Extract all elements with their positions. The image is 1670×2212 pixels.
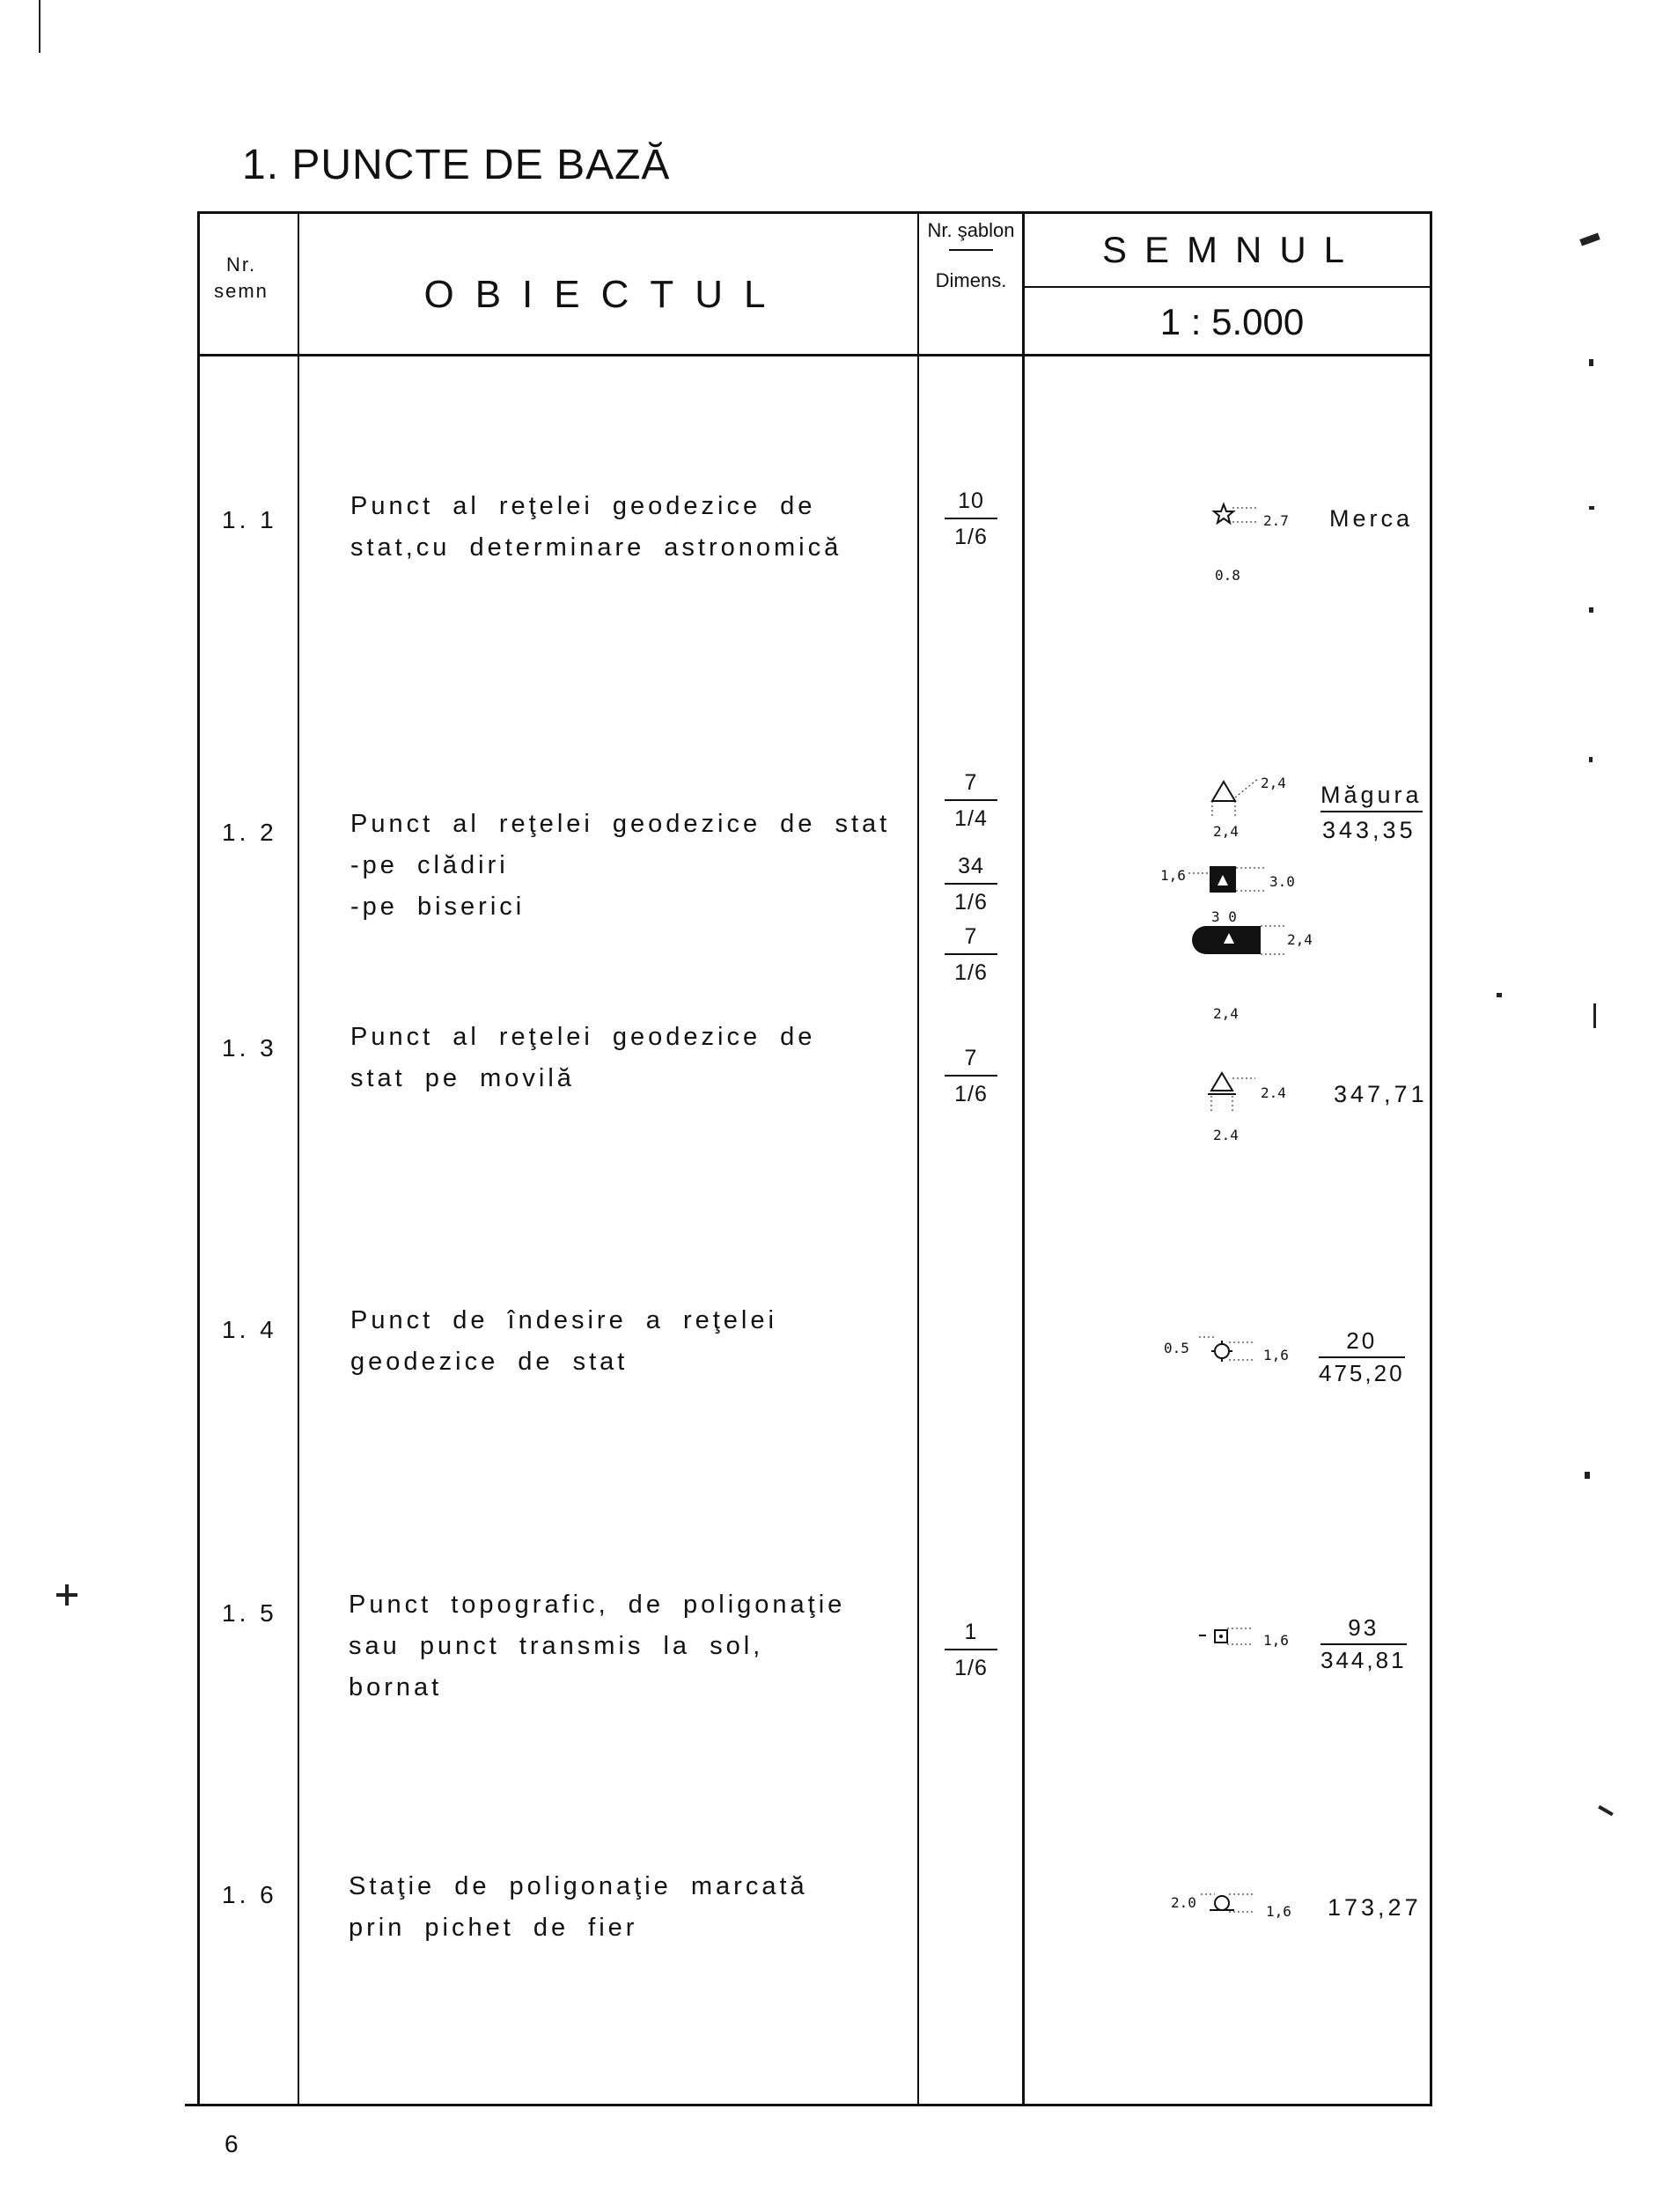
row-1-3-label: 347,71 [1334, 1081, 1428, 1107]
row-1-1-nr: 1. 1 [222, 506, 277, 533]
row-1-3-line-2: stat pe movilă [350, 1064, 575, 1092]
row-1-3-dim-2: 2.4 [1213, 1127, 1239, 1143]
right-border [1430, 211, 1432, 2106]
row-1-2-dim-6: 2,4 [1287, 931, 1313, 948]
header-nr-semn [185, 252, 298, 305]
row-1-5-template: $\frac{1}{1/6}$ [927, 1620, 1015, 1681]
scan-mark [1589, 607, 1593, 613]
header-scale: 1 : 5.000 [1159, 301, 1305, 342]
row-1-6-line-1: Staţie de poligonaţie marcată [349, 1872, 808, 1900]
header-nr-label: Nr. [225, 254, 257, 276]
row-1-2-dim-4: 3.0 [1269, 873, 1295, 890]
row-1-5-nr: 1. 5 [222, 1599, 277, 1627]
row-1-6-dim-2: 1,6 [1266, 1903, 1291, 1920]
row-1-3-dim-1: 2.4 [1261, 1084, 1286, 1101]
scan-mark [65, 1584, 69, 1606]
row-1-6-dim-1: 2.0 [1171, 1894, 1196, 1911]
row-1-2-dim-3: 1,6 [1160, 867, 1186, 884]
row-1-3-line-1: Punct al reţelei geodezice de [350, 1023, 816, 1051]
table-top-border [198, 211, 1432, 214]
row-1-2-label-value: 343,35 [1322, 817, 1416, 843]
header-sablon-label: Nr. şablon [927, 219, 1015, 241]
scan-mark [1589, 757, 1593, 762]
col-divider-sablon [1022, 211, 1025, 2106]
scan-mark [1589, 506, 1594, 510]
row-1-4-line-1: Punct de îndesire a reţelei [350, 1306, 777, 1334]
scan-mark [1579, 232, 1600, 246]
row-1-2-line-2: -pe clădiri [350, 851, 509, 879]
header-obiectul: OBIECTUL [423, 273, 787, 316]
row-1-2-dim-2: 2,4 [1213, 823, 1239, 840]
left-margin-line [39, 0, 40, 53]
row-1-4-nr: 1. 4 [222, 1316, 277, 1343]
row-1-4-label [1319, 1327, 1405, 1387]
scan-mark [1585, 1472, 1590, 1479]
row-1-6-object [349, 1866, 808, 1949]
row-1-2-nr: 1. 2 [222, 819, 277, 846]
circle-point-icon [1197, 1334, 1259, 1369]
row-1-5-object [349, 1584, 845, 1709]
page-title: 1. PUNCTE DE BAZĂ [242, 142, 671, 188]
row-1-5-line-2: sau punct transmis la sol, [349, 1632, 764, 1660]
row-1-2-dim-5: 3 0 [1211, 908, 1237, 925]
row-1-1-label: Merca [1329, 505, 1414, 532]
row-1-2-template-2: $\frac{34}{1/6}$ [927, 854, 1015, 915]
symbol-table [185, 211, 1432, 2106]
row-1-2-line-1: Punct al reţelei geodezice de stat [350, 810, 891, 838]
header-semnul: SEMNUL [1101, 229, 1363, 270]
row-1-6-label: 173,27 [1328, 1894, 1422, 1921]
col-divider-nr [298, 211, 299, 2106]
row-1-1-object [350, 486, 842, 569]
row-1-5-line-1: Punct topografic, de poligonaţie [349, 1591, 846, 1619]
semnul-scale-divider [1025, 286, 1432, 288]
row-1-3-nr: 1. 3 [222, 1034, 277, 1062]
row-1-5-label-value: 344,81 [1321, 1647, 1407, 1673]
row-1-2-template-3: $\frac{7}{1/6}$ [927, 924, 1015, 986]
row-1-5-dim-1: 1,6 [1263, 1632, 1289, 1649]
square-point-icon [1197, 1621, 1259, 1657]
building-triangle-icon [1188, 864, 1268, 900]
header-semn-label: semn [214, 280, 269, 302]
header-bottom-border [198, 354, 1432, 356]
row-1-4-label-number: 20 [1319, 1327, 1405, 1358]
row-1-3-template: $\frac{7}{1/6}$ [927, 1046, 1015, 1107]
row-1-4-label-value: 475,20 [1319, 1360, 1405, 1386]
row-1-2-dim-1: 2,4 [1261, 775, 1286, 791]
left-border [197, 211, 200, 2106]
header-nr-sablon [920, 217, 1022, 294]
church-triangle-icon [1190, 922, 1287, 958]
scan-mark [1593, 1003, 1596, 1028]
row-1-4-dim-2: 1,6 [1263, 1347, 1289, 1363]
header-sablon-rule [949, 249, 993, 251]
station-circle-icon [1197, 1885, 1259, 1921]
row-1-4-object [350, 1300, 777, 1383]
row-1-5-line-3: bornat [349, 1673, 443, 1701]
scan-mark [1589, 359, 1593, 366]
row-1-5-label-number: 93 [1321, 1614, 1407, 1645]
scan-mark [1497, 993, 1502, 997]
col-divider-obiectul [917, 211, 919, 2106]
mound-triangle-icon [1204, 1069, 1257, 1113]
row-1-2-dim-7: 2,4 [1213, 1005, 1239, 1022]
row-1-1-line-2: stat,cu determinare astronomică [350, 533, 842, 562]
row-1-1-line-1: Punct al reţelei geodezice de [350, 492, 816, 520]
row-1-2-object [350, 804, 890, 928]
row-1-4-line-2: geodezice de stat [350, 1348, 629, 1376]
row-1-1-dim-2: 0.8 [1215, 567, 1240, 584]
row-1-2-label-name: Măgura [1321, 782, 1423, 812]
row-1-5-label [1321, 1614, 1407, 1674]
triangle-icon [1206, 775, 1268, 819]
header-dimens-label: Dimens. [935, 269, 1007, 291]
star-triangle-icon [1206, 497, 1259, 533]
scan-mark [1598, 1805, 1614, 1816]
row-1-6-line-2: prin pichet de fier [349, 1914, 638, 1942]
table-bottom-border [185, 2104, 1432, 2106]
row-1-1-dim-1: 2.7 [1263, 512, 1289, 529]
row-1-2-line-3: -pe biserici [350, 893, 526, 921]
row-1-4-dim-1: 0.5 [1164, 1340, 1189, 1356]
page-number: 6 [224, 2130, 239, 2157]
row-1-6-nr: 1. 6 [222, 1881, 277, 1908]
row-1-3-object [350, 1017, 815, 1099]
row-1-2-template-1: $\frac{7}{1/4}$ [927, 770, 1015, 832]
row-1-1-template: $\frac{10}{1/6}$ [927, 489, 1015, 550]
